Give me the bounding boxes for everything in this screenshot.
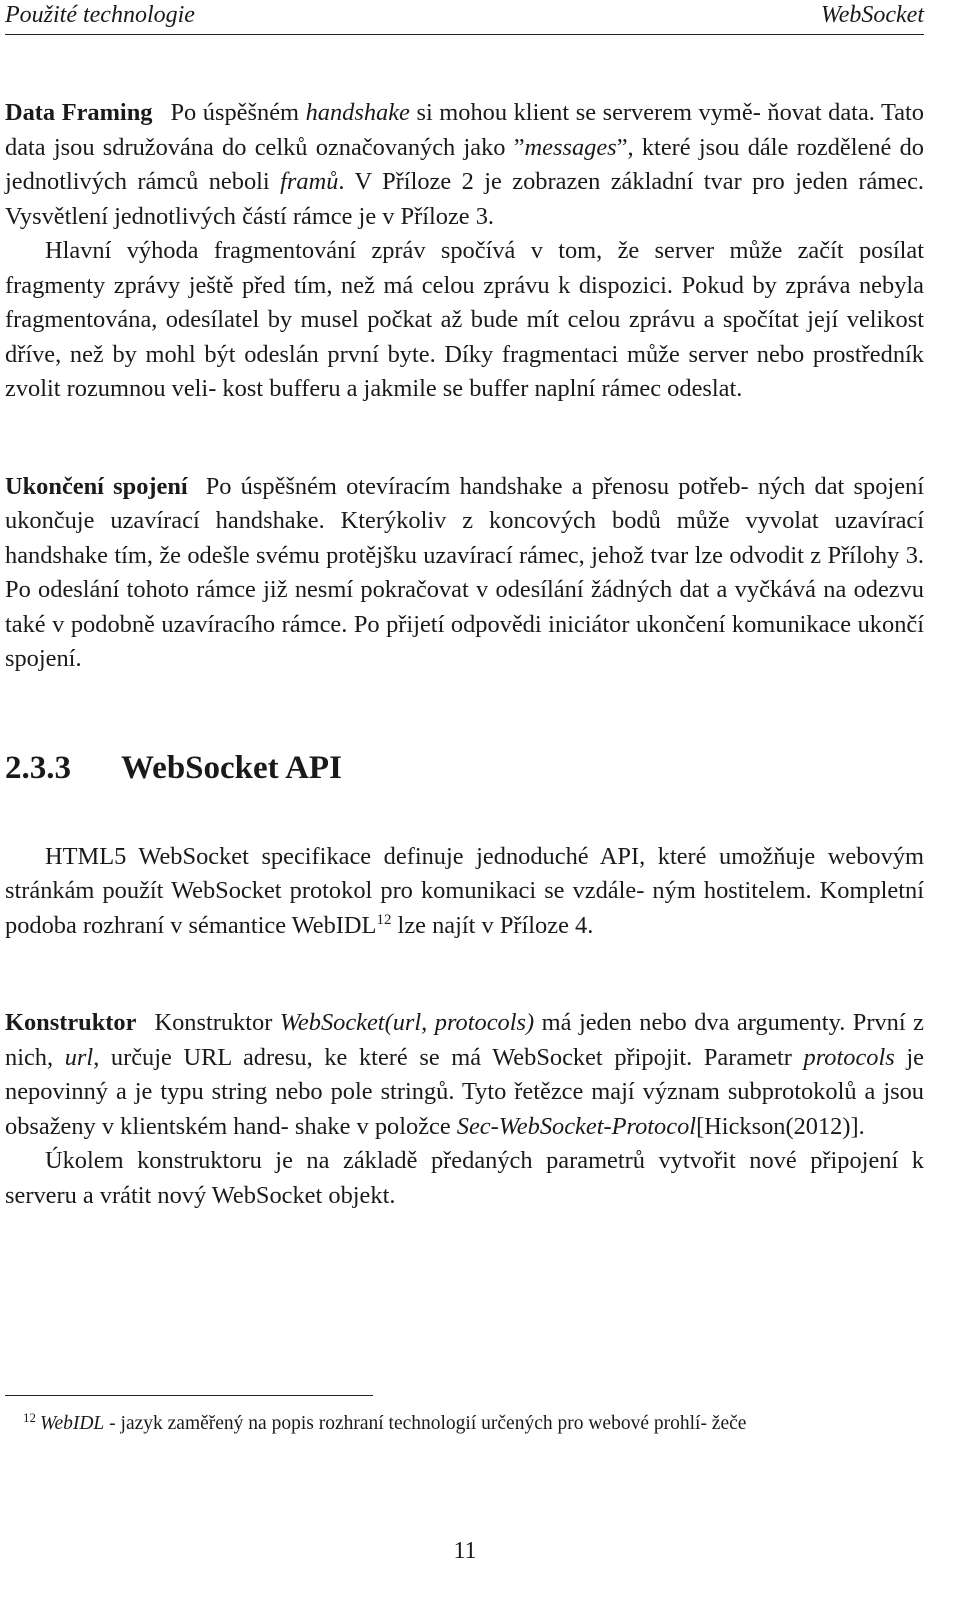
emphasis-handshake: handshake xyxy=(305,99,410,126)
text-run: Po úspěšném xyxy=(170,99,306,126)
footnote-number: 12 xyxy=(23,1410,36,1425)
text-run: HTML5 WebSocket specifikace definuje jednoduché API, které umožňuje webovým stránkám použít WebSocket protokol pro komunikaci se vzdále- ným hostitelem. Kompletní podoba rozhraní v sémantice WebIDL xyxy=(5,842,924,939)
konstruktor-heading: Konstruktor xyxy=(5,1009,137,1036)
ukonceni-heading: Ukončení spojení xyxy=(5,472,188,500)
paragraph-gap xyxy=(5,407,924,470)
section-title: WebSocket API xyxy=(121,749,342,786)
text-run: lze najít v Příloze 4. xyxy=(391,911,594,939)
text-run: , určuje URL adresu, ke které se má WebSocket připojit. Parametr xyxy=(93,1043,804,1071)
data-framing-heading: Data Framing xyxy=(5,99,153,126)
konstruktor-second-paragraph: Úkolem konstruktoru je na základě předaných parametrů vytvořit nové připojení k serveru a vrátit nový WebSocket objekt. xyxy=(5,1147,924,1209)
konstruktor-paragraph xyxy=(5,1006,924,1144)
section-heading xyxy=(5,748,924,788)
citation: [Hickson(2012)]. xyxy=(696,1112,865,1140)
emphasis-url: url xyxy=(64,1043,94,1071)
text-run: . V Příloze 2 je zobrazen základní tvar pro jeden rámec. Vysvětlení jednotlivých částí rámce je v Příloze 3. xyxy=(5,168,924,230)
emphasis-sec-websocket-protocol: Sec-WebSocket-Protocol xyxy=(456,1112,697,1140)
page-number: 11 xyxy=(453,1538,477,1564)
page-body xyxy=(5,96,924,1213)
header-chapter-title: Použité technologie xyxy=(5,2,195,28)
emphasis-protocols: protocols xyxy=(803,1043,895,1071)
emphasis-messages: messages xyxy=(524,133,617,161)
footnote-divider xyxy=(5,1395,373,1396)
paragraph-gap xyxy=(5,677,924,740)
websocket-api-paragraph xyxy=(5,840,924,944)
ukonceni-paragraph xyxy=(5,470,924,677)
footnote-reference[interactable]: 12 xyxy=(376,911,392,928)
text-run: ”, které jsou dále rozdělené do jednotlivých rámců neboli xyxy=(5,133,925,195)
text-run: je nepovinný a je typu string nebo pole stringů. Tyto řetězce mají význam subprotokolů a jsou obsaženy v klientském hand- shake v položce xyxy=(5,1043,924,1140)
text-run: má jeden nebo dva argumenty. První z nich, xyxy=(5,1009,924,1071)
footnote-term: WebIDL xyxy=(40,1413,105,1434)
running-header xyxy=(5,0,924,35)
emphasis-constructor-signature: WebSocket(url, protocols) xyxy=(279,1009,535,1036)
paragraph-gap xyxy=(5,943,924,1006)
data-framing-paragraph xyxy=(5,96,924,234)
footnote xyxy=(5,1403,924,1438)
footnote-text: - jazyk zaměřený na popis rozhraní technologií určených pro webové prohlí- žeče xyxy=(104,1413,747,1434)
text-run: Konstruktor xyxy=(154,1009,280,1036)
section-number: 2.3.3 xyxy=(5,749,71,786)
header-section-title: WebSocket xyxy=(820,2,924,28)
text-run: Po úspěšném otevíracím handshake a přenosu potřeb- ných dat spojení ukončuje uzavírací handshake. Kterýkoliv z koncových bodů může vyvolat uzavírací handshake tím, že odešle svému protějšku uzavírací rámec, jehož tvar lze odvodit z Přílohy 3. Po odeslání tohoto rámce již nesmí pokračovat v odesílání žádných dat a vyčkává na odezvu také v podobně uzavíracího rámce. Po přijetí odpovědi iniciátor ukončení komunikace ukončí spojení. xyxy=(5,472,925,672)
fragmentation-paragraph: Hlavní výhoda fragmentování zpráv spočívá v tom, že server může začít posílat fragmenty zprávy ještě před tím, než má celou zprávu k dispozici. Pokud by zpráva nebyla fragmentována, odesílatel by musel počkat až bude mít celou zprávu a spočítat její velikost dříve, než by mohl být odeslán první byte. Díky fragmentaci může server nebo prostředník zvolit rozumnou veli- kost bufferu a jakmile se buffer naplní rámec odeslat. xyxy=(5,237,924,402)
text-run: si mohou klient se serverem vymě- ňovat data. Tato data jsou sdružována do celků označovaných jako ” xyxy=(5,99,925,161)
emphasis-framu: framů xyxy=(280,168,339,195)
